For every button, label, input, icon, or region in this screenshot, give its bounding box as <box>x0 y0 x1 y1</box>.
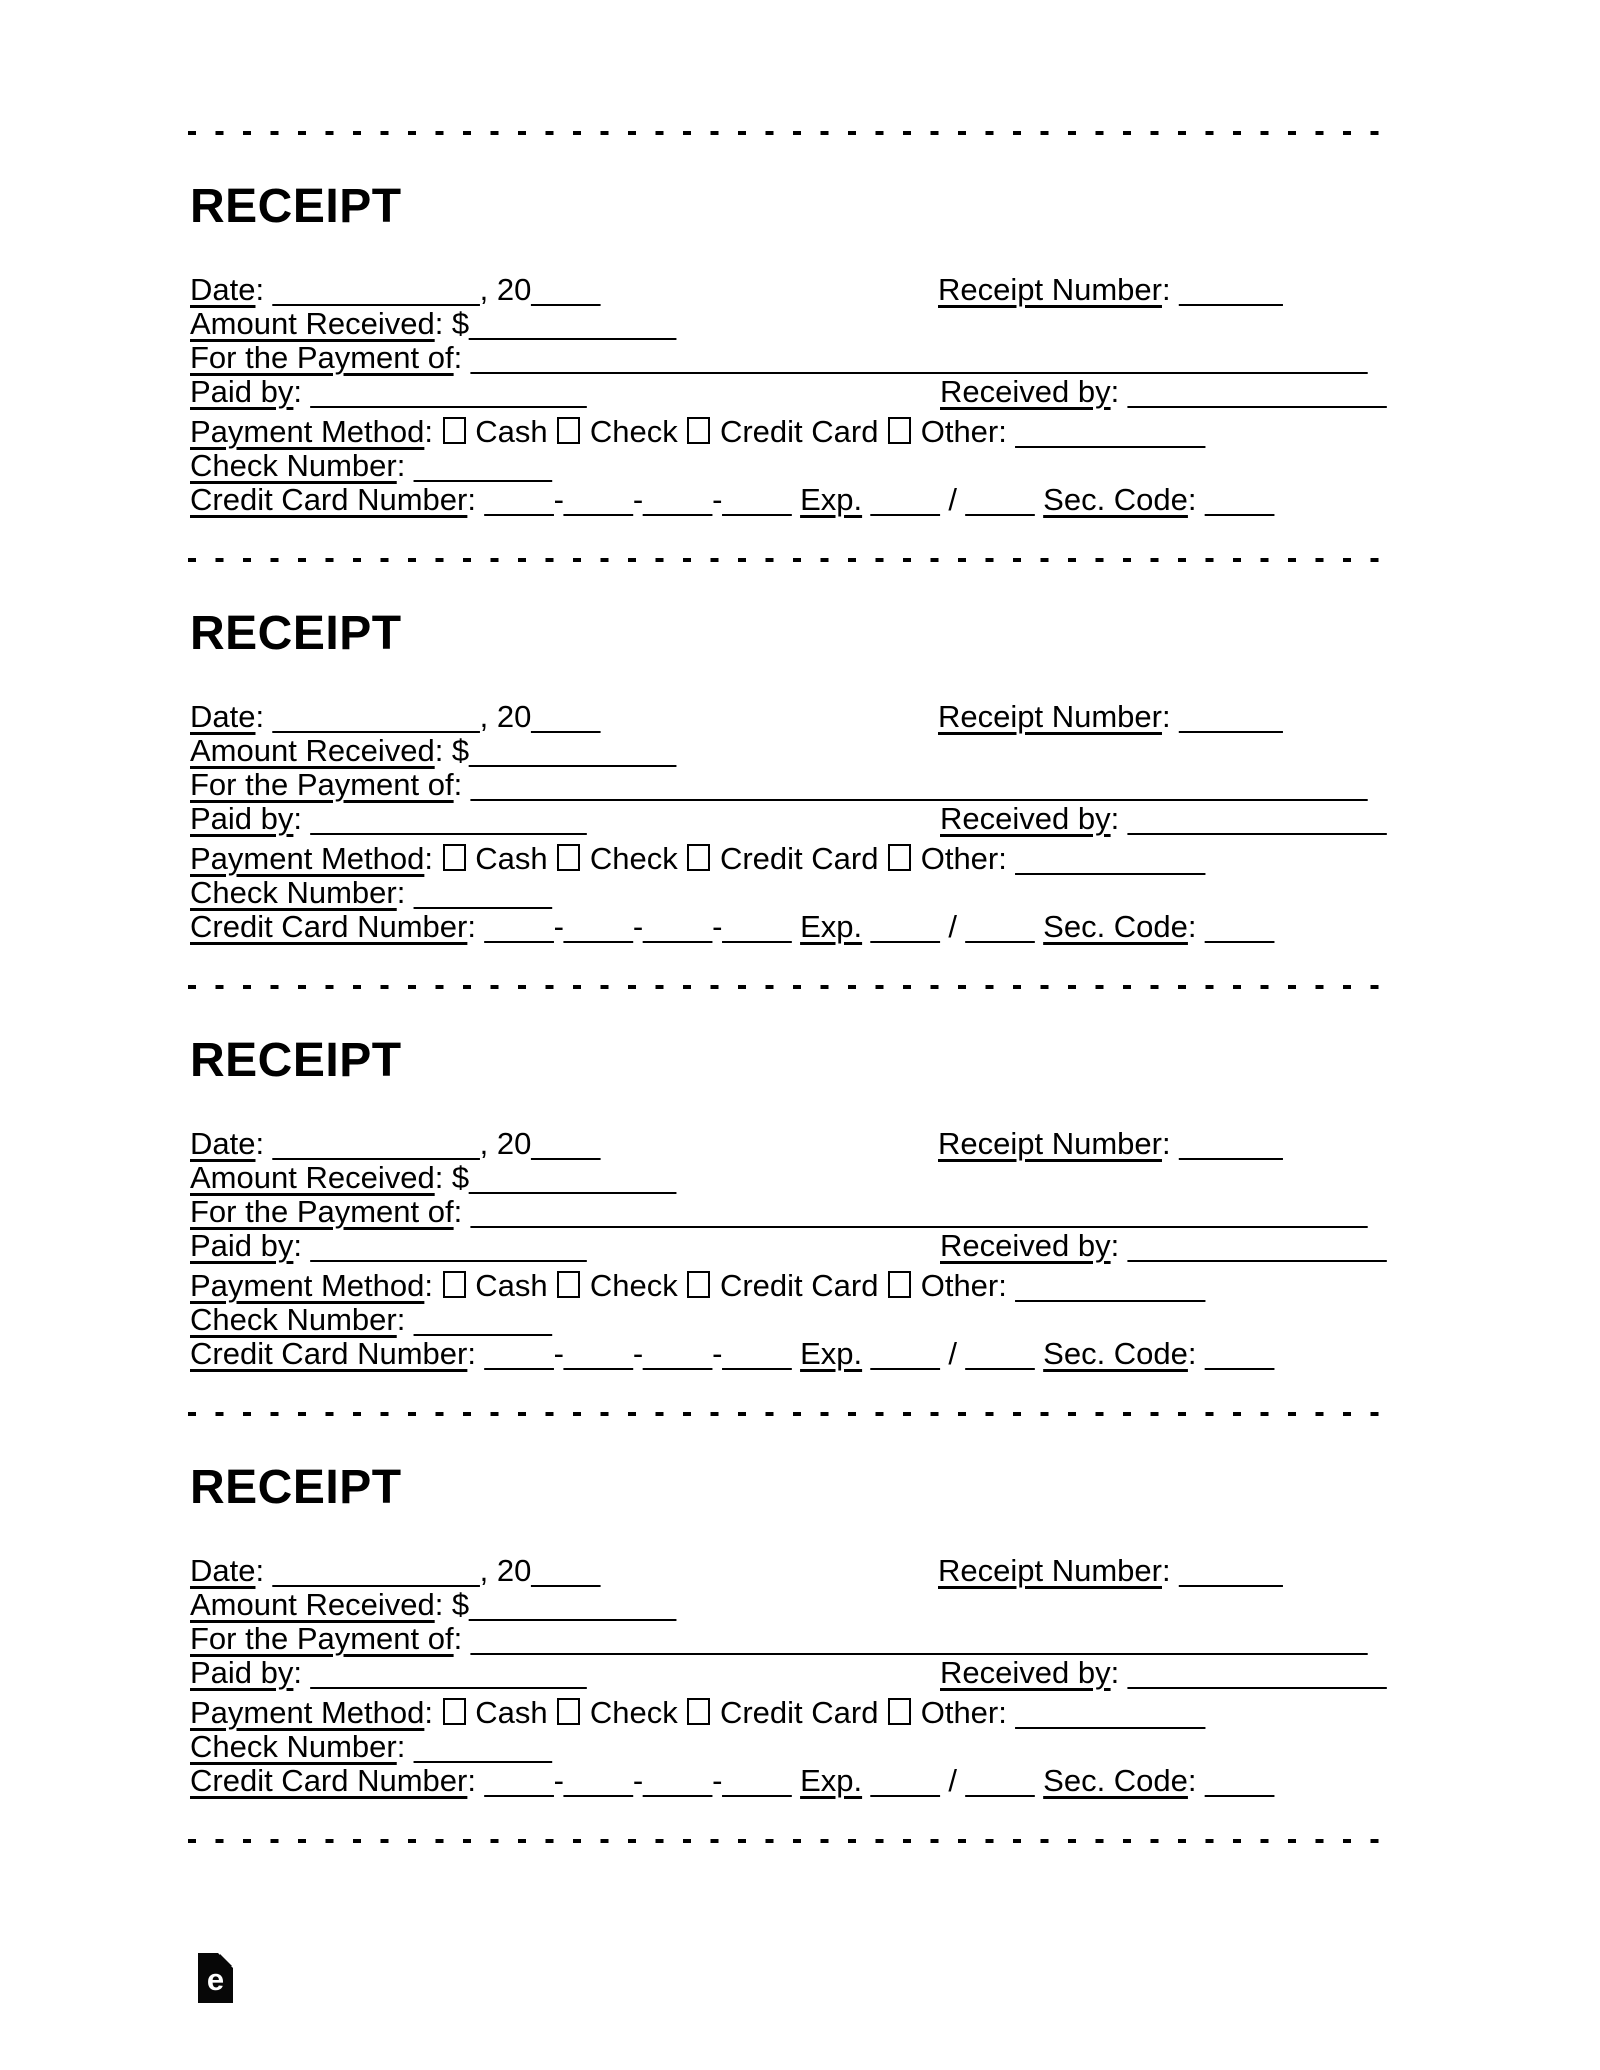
receipt-number-group <box>938 1554 1283 1588</box>
check-number-label: Check Number <box>190 1302 397 1337</box>
exp-separator: / <box>948 909 957 944</box>
exp-separator: / <box>948 1336 957 1371</box>
other-blank-field[interactable]: ___________ <box>1015 1268 1206 1303</box>
payment-for-line <box>190 768 1395 802</box>
other-checkbox[interactable] <box>888 417 911 444</box>
payment-for-blank-field[interactable]: ____________________________________________________ <box>470 767 1368 802</box>
currency-symbol: $ <box>451 733 470 768</box>
check-option-label: Check <box>589 841 678 876</box>
payment-for-blank-field[interactable]: ____________________________________________________ <box>470 1621 1368 1656</box>
colon: : <box>1110 1655 1128 1690</box>
credit-card-checkbox[interactable] <box>687 844 710 871</box>
payment-method-line <box>190 1269 1395 1303</box>
receipt-number-label: Receipt Number <box>938 1553 1162 1588</box>
amount-blank-field[interactable]: ____________ <box>469 306 677 341</box>
date-blank-field[interactable]: ____________ <box>272 699 480 734</box>
date-blank-field[interactable]: ____________ <box>272 1553 480 1588</box>
dashed-separator <box>188 1412 1398 1416</box>
sec-code-blank-field[interactable]: ____ <box>1205 909 1275 944</box>
payment-for-label: For the Payment of <box>190 340 454 375</box>
colon: : <box>998 1268 1016 1303</box>
exp-month-blank-field[interactable]: ____ <box>870 1763 940 1798</box>
received-by-group <box>940 1229 1386 1263</box>
paid-by-label: Paid by <box>190 801 294 836</box>
credit-card-number-label: Credit Card Number <box>190 1336 468 1371</box>
receipt-title: RECEIPT <box>190 607 402 660</box>
year-blank-field[interactable]: ____ <box>531 1126 601 1161</box>
amount-received-label: Amount Received <box>190 1160 435 1195</box>
date-line <box>190 273 1395 307</box>
exp-year-blank-field[interactable]: ____ <box>965 1763 1035 1798</box>
received-by-blank-field[interactable]: _______________ <box>1127 1228 1387 1263</box>
credit-card-number-blank-field[interactable]: ____-____-____-____ <box>484 482 792 517</box>
receipt-number-blank-field[interactable]: ______ <box>1179 699 1283 734</box>
check-number-line <box>190 876 1395 910</box>
check-number-label: Check Number <box>190 1729 397 1764</box>
colon: : <box>396 448 414 483</box>
paid-by-blank-field[interactable]: ________________ <box>310 801 587 836</box>
paid-by-label: Paid by <box>190 1228 294 1263</box>
year-blank-field[interactable]: ____ <box>531 1553 601 1588</box>
other-checkbox[interactable] <box>888 844 911 871</box>
exp-label: Exp. <box>800 1763 863 1798</box>
cash-checkbox[interactable] <box>443 417 466 444</box>
colon: : <box>1187 1336 1206 1371</box>
amount-received-line <box>190 734 1395 768</box>
other-option-label: Other <box>920 841 999 876</box>
colon: : <box>1110 801 1128 836</box>
colon: : <box>998 1695 1016 1730</box>
check-number-blank-field[interactable]: ________ <box>413 448 552 483</box>
paid-by-blank-field[interactable]: ________________ <box>310 374 587 409</box>
payment-for-label: For the Payment of <box>190 1194 454 1229</box>
credit-card-option-label: Credit Card <box>719 414 879 449</box>
exp-year-blank-field[interactable]: ____ <box>965 909 1035 944</box>
check-checkbox[interactable] <box>557 417 580 444</box>
colon: : <box>1161 699 1180 734</box>
exp-month-blank-field[interactable]: ____ <box>870 482 940 517</box>
exp-separator: / <box>948 482 957 517</box>
cash-option-label: Cash <box>475 841 548 876</box>
check-option-label: Check <box>589 1695 678 1730</box>
exp-year-blank-field[interactable]: ____ <box>965 1336 1035 1371</box>
received-by-label: Received by <box>940 801 1111 836</box>
check-number-line <box>190 1303 1395 1337</box>
amount-received-line <box>190 1161 1395 1195</box>
colon: : <box>396 875 414 910</box>
year-prefix: , 20 <box>479 699 532 734</box>
colon: : <box>998 841 1016 876</box>
colon: : <box>453 767 471 802</box>
payment-for-blank-field[interactable]: ____________________________________________________ <box>470 340 1368 375</box>
credit-card-option-label: Credit Card <box>719 841 879 876</box>
credit-card-number-label: Credit Card Number <box>190 1763 468 1798</box>
cash-option-label: Cash <box>475 1268 548 1303</box>
receipt-number-group <box>938 1127 1283 1161</box>
sec-code-label: Sec. Code <box>1043 909 1188 944</box>
colon: : <box>293 801 311 836</box>
paid-by-blank-field[interactable]: ________________ <box>310 1655 587 1690</box>
receipt-number-label: Receipt Number <box>938 699 1162 734</box>
receipt-section <box>190 180 1395 517</box>
check-number-label: Check Number <box>190 875 397 910</box>
credit-card-number-blank-field[interactable]: ____-____-____-____ <box>484 909 792 944</box>
colon: : <box>467 1336 485 1371</box>
amount-blank-field[interactable]: ____________ <box>469 1160 677 1195</box>
paid-by-line <box>190 802 1395 836</box>
other-option-label: Other <box>920 414 999 449</box>
check-number-label: Check Number <box>190 448 397 483</box>
colon: : <box>453 1194 471 1229</box>
amount-received-line <box>190 307 1395 341</box>
sec-code-label: Sec. Code <box>1043 1763 1188 1798</box>
colon: : <box>434 733 452 768</box>
colon: : <box>467 909 485 944</box>
payment-for-line <box>190 341 1395 375</box>
received-by-blank-field[interactable]: _______________ <box>1127 801 1387 836</box>
colon: : <box>1161 272 1180 307</box>
amount-blank-field[interactable]: ____________ <box>469 1587 677 1622</box>
logo-letter: e <box>206 1962 225 1997</box>
colon: : <box>255 272 273 307</box>
credit-card-number-line <box>190 910 1395 944</box>
colon: : <box>467 1763 485 1798</box>
payment-for-line <box>190 1622 1395 1656</box>
colon: : <box>255 1553 273 1588</box>
cash-checkbox[interactable] <box>443 844 466 871</box>
received-by-group <box>940 1656 1386 1690</box>
receipt-section <box>190 1461 1395 1798</box>
paid-by-line <box>190 375 1395 409</box>
colon: : <box>1161 1553 1180 1588</box>
credit-card-option-label: Credit Card <box>719 1268 879 1303</box>
colon: : <box>293 1655 311 1690</box>
exp-separator: / <box>948 1763 957 1798</box>
check-checkbox[interactable] <box>557 844 580 871</box>
other-option-label: Other <box>920 1695 999 1730</box>
colon: : <box>293 374 311 409</box>
received-by-label: Received by <box>940 1655 1111 1690</box>
currency-symbol: $ <box>451 1160 470 1195</box>
payment-method-line <box>190 842 1395 876</box>
check-number-blank-field[interactable]: ________ <box>413 875 552 910</box>
credit-card-checkbox[interactable] <box>687 1698 710 1725</box>
received-by-blank-field[interactable]: _______________ <box>1127 1655 1387 1690</box>
received-by-label: Received by <box>940 374 1111 409</box>
receipt-number-label: Receipt Number <box>938 1126 1162 1161</box>
colon: : <box>255 1126 273 1161</box>
exp-label: Exp. <box>800 909 863 944</box>
payment-method-label: Payment Method <box>190 414 425 449</box>
check-number-line <box>190 1730 1395 1764</box>
credit-card-number-label: Credit Card Number <box>190 482 468 517</box>
receipt-section <box>190 607 1395 944</box>
exp-label: Exp. <box>800 1336 863 1371</box>
colon: : <box>453 1621 471 1656</box>
year-blank-field[interactable]: ____ <box>531 272 601 307</box>
payment-for-label: For the Payment of <box>190 1621 454 1656</box>
date-blank-field[interactable]: ____________ <box>272 272 480 307</box>
other-checkbox[interactable] <box>888 1698 911 1725</box>
receipt-number-blank-field[interactable]: ______ <box>1179 1553 1283 1588</box>
received-by-label: Received by <box>940 1228 1111 1263</box>
colon: : <box>1110 1228 1128 1263</box>
credit-card-number-blank-field[interactable]: ____-____-____-____ <box>484 1336 792 1371</box>
sec-code-label: Sec. Code <box>1043 482 1188 517</box>
paid-by-blank-field[interactable]: ________________ <box>310 1228 587 1263</box>
paid-by-line <box>190 1229 1395 1263</box>
received-by-group <box>940 802 1386 836</box>
payment-method-label: Payment Method <box>190 841 425 876</box>
receipt-number-blank-field[interactable]: ______ <box>1179 1126 1283 1161</box>
exp-year-blank-field[interactable]: ____ <box>965 482 1035 517</box>
receipt-title: RECEIPT <box>190 180 402 233</box>
exp-month-blank-field[interactable]: ____ <box>870 909 940 944</box>
colon: : <box>424 414 442 449</box>
colon: : <box>396 1302 414 1337</box>
credit-card-number-line <box>190 1764 1395 1798</box>
sec-code-label: Sec. Code <box>1043 1336 1188 1371</box>
year-prefix: , 20 <box>479 1553 532 1588</box>
date-line <box>190 1554 1395 1588</box>
other-checkbox[interactable] <box>888 1271 911 1298</box>
dashed-separator <box>188 131 1398 135</box>
colon: : <box>424 1695 442 1730</box>
receipt-number-label: Receipt Number <box>938 272 1162 307</box>
received-by-blank-field[interactable]: _______________ <box>1127 374 1387 409</box>
payment-method-label: Payment Method <box>190 1695 425 1730</box>
exp-month-blank-field[interactable]: ____ <box>870 1336 940 1371</box>
colon: : <box>424 841 442 876</box>
colon: : <box>1110 374 1128 409</box>
credit-card-number-label: Credit Card Number <box>190 909 468 944</box>
cash-checkbox[interactable] <box>443 1271 466 1298</box>
credit-card-checkbox[interactable] <box>687 1271 710 1298</box>
amount-received-line <box>190 1588 1395 1622</box>
credit-card-number-line <box>190 1337 1395 1371</box>
sec-code-blank-field[interactable]: ____ <box>1205 482 1275 517</box>
amount-blank-field[interactable]: ____________ <box>469 733 677 768</box>
colon: : <box>255 699 273 734</box>
receipt-section <box>190 1034 1395 1371</box>
amount-received-label: Amount Received <box>190 1587 435 1622</box>
colon: : <box>396 1729 414 1764</box>
credit-card-checkbox[interactable] <box>687 417 710 444</box>
date-line <box>190 1127 1395 1161</box>
colon: : <box>1187 909 1206 944</box>
date-label: Date <box>190 699 256 734</box>
payment-for-label: For the Payment of <box>190 767 454 802</box>
colon: : <box>1161 1126 1180 1161</box>
date-label: Date <box>190 1126 256 1161</box>
dashed-separator <box>188 1839 1398 1843</box>
cash-option-label: Cash <box>475 414 548 449</box>
paid-by-label: Paid by <box>190 1655 294 1690</box>
receipt-number-group <box>938 700 1283 734</box>
check-checkbox[interactable] <box>557 1698 580 1725</box>
colon: : <box>424 1268 442 1303</box>
receipt-number-blank-field[interactable]: ______ <box>1179 272 1283 307</box>
credit-card-number-blank-field[interactable]: ____-____-____-____ <box>484 1763 792 1798</box>
check-checkbox[interactable] <box>557 1271 580 1298</box>
check-number-line <box>190 449 1395 483</box>
other-blank-field[interactable]: ___________ <box>1015 841 1206 876</box>
colon: : <box>434 306 452 341</box>
sec-code-blank-field[interactable]: ____ <box>1205 1336 1275 1371</box>
amount-received-label: Amount Received <box>190 733 435 768</box>
cash-checkbox[interactable] <box>443 1698 466 1725</box>
dashed-separator <box>188 558 1398 562</box>
payment-method-label: Payment Method <box>190 1268 425 1303</box>
currency-symbol: $ <box>451 1587 470 1622</box>
credit-card-option-label: Credit Card <box>719 1695 879 1730</box>
date-label: Date <box>190 1553 256 1588</box>
colon: : <box>293 1228 311 1263</box>
colon: : <box>434 1160 452 1195</box>
paid-by-line <box>190 1656 1395 1690</box>
colon: : <box>998 414 1016 449</box>
year-prefix: , 20 <box>479 1126 532 1161</box>
eforms-logo <box>198 1953 233 2003</box>
receipt-number-group <box>938 273 1283 307</box>
cash-option-label: Cash <box>475 1695 548 1730</box>
colon: : <box>1187 482 1206 517</box>
receipt-title: RECEIPT <box>190 1034 402 1087</box>
other-option-label: Other <box>920 1268 999 1303</box>
check-number-blank-field[interactable]: ________ <box>413 1729 552 1764</box>
other-blank-field[interactable]: ___________ <box>1015 1695 1206 1730</box>
check-option-label: Check <box>589 1268 678 1303</box>
year-prefix: , 20 <box>479 272 532 307</box>
payment-for-blank-field[interactable]: ____________________________________________________ <box>470 1194 1368 1229</box>
date-blank-field[interactable]: ____________ <box>272 1126 480 1161</box>
check-number-blank-field[interactable]: ________ <box>413 1302 552 1337</box>
payment-for-line <box>190 1195 1395 1229</box>
colon: : <box>1187 1763 1206 1798</box>
received-by-group <box>940 375 1386 409</box>
date-line <box>190 700 1395 734</box>
amount-received-label: Amount Received <box>190 306 435 341</box>
colon: : <box>453 340 471 375</box>
credit-card-number-line <box>190 483 1395 517</box>
check-option-label: Check <box>589 414 678 449</box>
dashed-separator <box>188 985 1398 989</box>
colon: : <box>467 482 485 517</box>
other-blank-field[interactable]: ___________ <box>1015 414 1206 449</box>
paid-by-label: Paid by <box>190 374 294 409</box>
receipt-title: RECEIPT <box>190 1461 402 1514</box>
payment-method-line <box>190 1696 1395 1730</box>
colon: : <box>434 1587 452 1622</box>
payment-method-line <box>190 415 1395 449</box>
exp-label: Exp. <box>800 482 863 517</box>
year-blank-field[interactable]: ____ <box>531 699 601 734</box>
sec-code-blank-field[interactable]: ____ <box>1205 1763 1275 1798</box>
currency-symbol: $ <box>451 306 470 341</box>
date-label: Date <box>190 272 256 307</box>
